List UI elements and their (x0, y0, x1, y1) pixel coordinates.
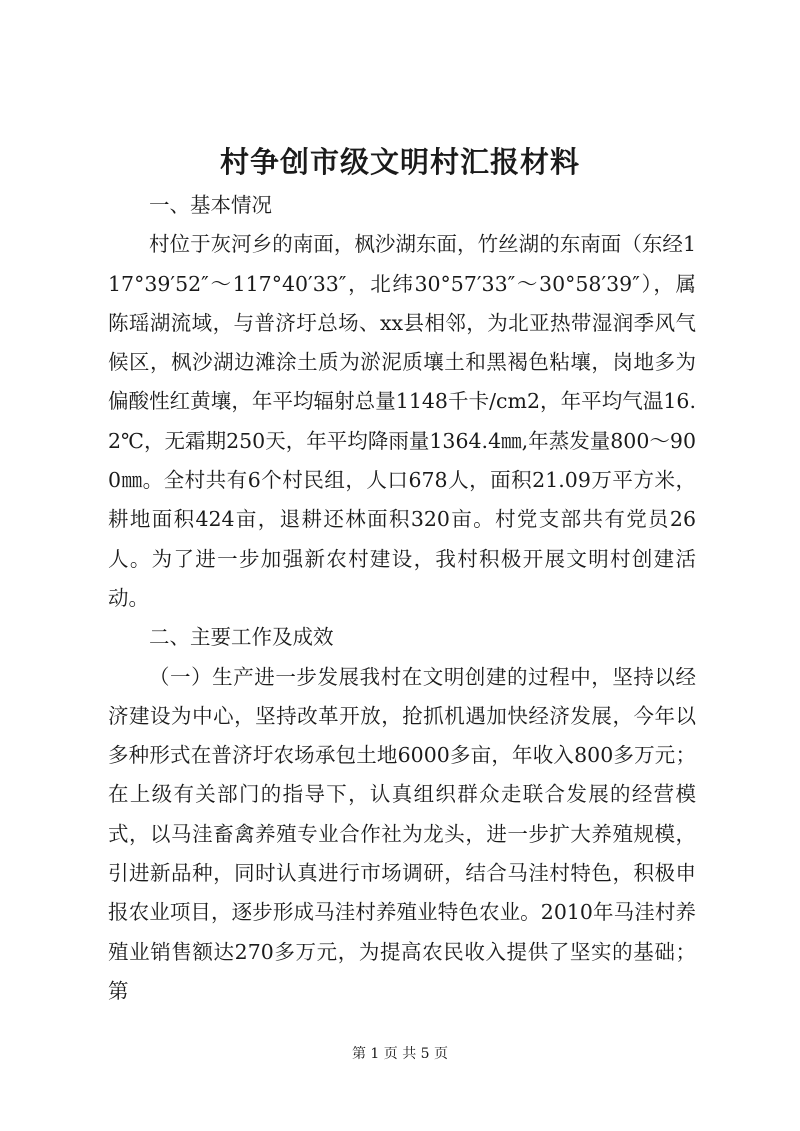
section-heading-basic-info: 一、基本情况 (149, 193, 272, 217)
paragraph-basic-info: 村位于灰河乡的南面，枫沙湖东面，竹丝湖的东南面（东经117°39′52″～117°40′33″，北纬30°57′33″～30°58′39″），属陈瑶湖流域，与普济圩总场、xx县相邻，为北亚热带湿润季风气候区，枫沙湖边滩涂土质为淤泥质壤土和黑褐色粘壤，岗地多为偏酸性红黄壤，年平均辐射总量1148千卡/cm2，年平均气温16.2℃，无霜期250天，年平均降雨量1364.4㎜,年蒸发量800～900㎜。全村共有6个村民组，人口678人，面积21.09万平方米，耕地面积424亩，退耕还林面积320亩。村党支部共有党员26人。为了进一步加强新农村建设，我村积极开展文明村创建活动。 (108, 232, 696, 610)
page-number-footer: 第 1 页 共 5 页 (351, 1046, 449, 1062)
section-heading-main-work: 二、主要工作及成效 (149, 625, 334, 650)
document-body (108, 186, 696, 1011)
paragraph-production: （一）生产进一步发展我村在文明创建的过程中，坚持以经济建设为中心，坚持改革开放，抢抓机遇加快经济发展，今年以多种形式在普济圩农场承包土地6000多亩，年收入800多万元；在上级有关部门的指导下，认真组织群众走联合发展的经营模式，以马洼畜禽养殖专业合作社为龙头，进一步扩大养殖规模，引进新品种，同时认真进行市场调研，结合马洼村特色，积极申报农业项目，逐步形成马洼村养殖业特色农业。2010年马洼村养殖业销售额达270多万元，为提高农民收入提供了坚实的基础；第 (108, 664, 696, 1003)
document-title: 村争创市级文明村汇报材料 (219, 145, 580, 179)
